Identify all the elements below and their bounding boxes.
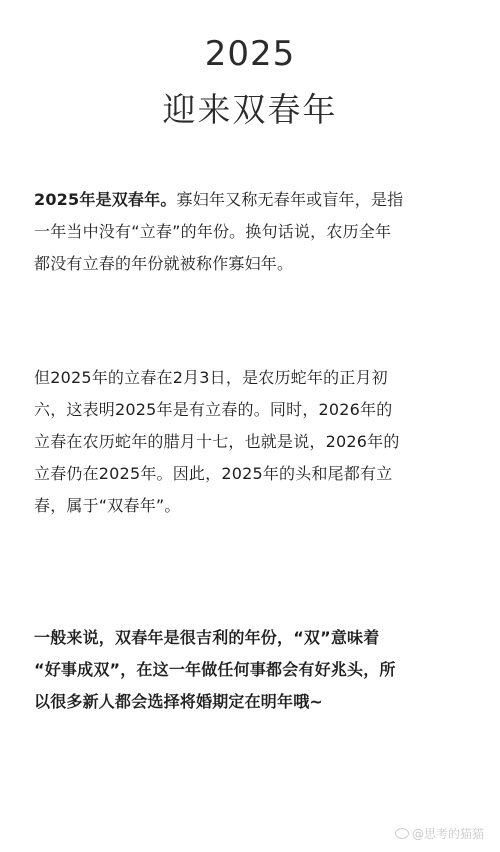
- paragraph-1-line-1: [34, 184, 474, 216]
- paragraph-1: [34, 184, 474, 280]
- paragraph-2-line-3: 立春在农历蛇年的腊月十七，也就是说，2026年的: [34, 432, 400, 451]
- watermark: [395, 825, 484, 842]
- paragraph-3-line-3: 以很多新人都会选择将婚期定在明年哦~: [34, 692, 324, 711]
- paragraph-1-lead: 2025年是双春年。: [34, 190, 177, 209]
- title-year: 2025: [204, 34, 296, 74]
- paragraph-1-line-3: 都没有立春的年份就被称作寡妇年。: [34, 254, 294, 273]
- paragraph-1-line-2: 一年当中没有“立春”的年份。换句话说，农历全年: [34, 222, 392, 241]
- paragraph-2-line-2: 六，这表明2025年是有立春的。同时，2026年的: [34, 400, 393, 419]
- paragraph-2-line-5: 春，属于“双春年”。: [34, 496, 181, 515]
- paragraph-3-line-2: “好事成双”，在这一年做任何事都会有好兆头，所: [34, 660, 396, 679]
- paragraph-2: [34, 362, 474, 522]
- paragraph-3: [34, 622, 474, 718]
- paragraph-1-line-1-rest: 寡妇年又称无春年或盲年，是指: [176, 190, 404, 209]
- paragraph-3-line-1: 一般来说，双春年是很吉利的年份，“双”意味着: [34, 628, 380, 647]
- weibo-icon: [395, 828, 409, 839]
- paragraph-2-line-4: 立春仍在2025年。因此，2025年的头和尾都有立: [34, 464, 393, 483]
- title-main: 迎来双春年: [162, 90, 338, 129]
- watermark-text: @思考的猫猫: [411, 827, 484, 841]
- paragraph-2-line-1: 但2025年的立春在2月3日，是农历蛇年的正月初: [34, 368, 388, 387]
- title-block: [0, 30, 500, 136]
